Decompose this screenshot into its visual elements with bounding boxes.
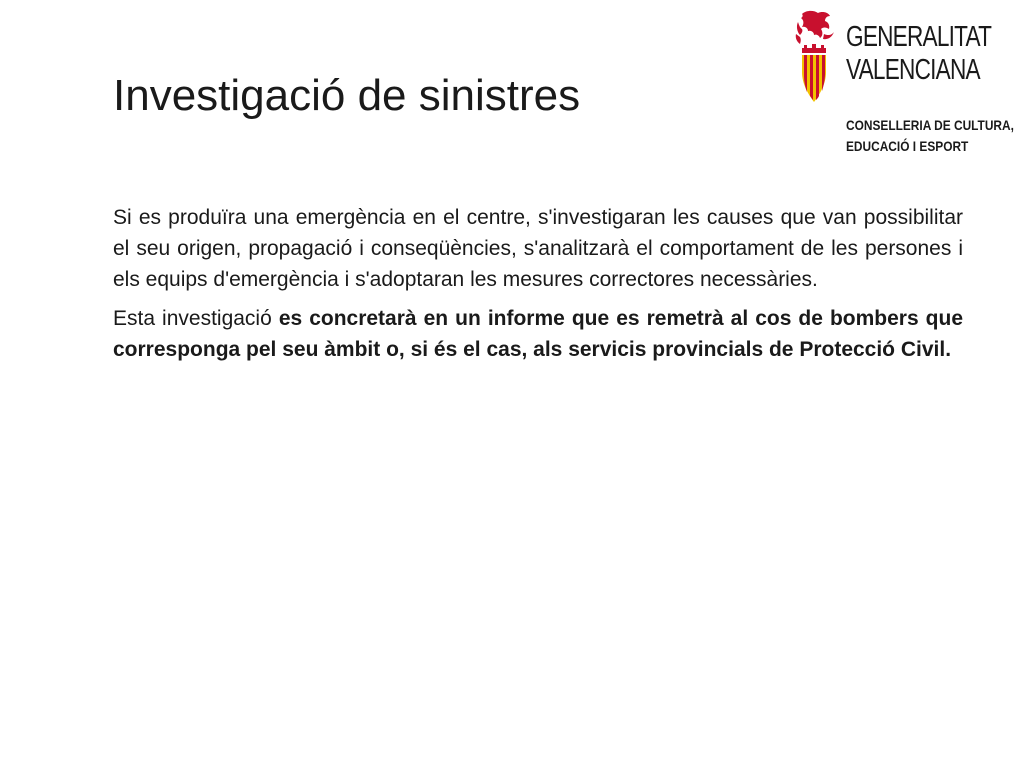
body-paragraph-2-bold: es concretarà en un informe que es remetrà al cos de bombers que corresponga pel seu àmbit o, si és el cas, als servicis provincials de Protecció Civil. [113, 307, 964, 361]
slide-body [113, 202, 963, 373]
logo-department-line1: CONSELLERIA DE CULTURA, [846, 117, 1014, 133]
logo-department-line2: EDUCACIÓ I ESPORT [846, 138, 969, 154]
logo-name-line2: VALENCIANA [846, 54, 980, 86]
logo-name-line1: GENERALITAT [846, 21, 992, 53]
body-paragraph-2-normal: Esta investigació [113, 307, 279, 330]
slide-title: Investigació de sinistres [113, 71, 581, 120]
body-paragraph-2 [113, 303, 963, 365]
generalitat-valenciana-logo [794, 10, 1016, 160]
body-paragraph-1: Si es produïra una emergència en el centre, s'investigaran les causes que van possibilitar el seu origen, propagació i conseqüències, s'analitzarà el comportament de les persones i els equips d'emergència i s'adoptaran les mesures correctores necessàries. [113, 206, 963, 291]
generalitat-valenciana-bat-emblem-icon [794, 10, 840, 106]
